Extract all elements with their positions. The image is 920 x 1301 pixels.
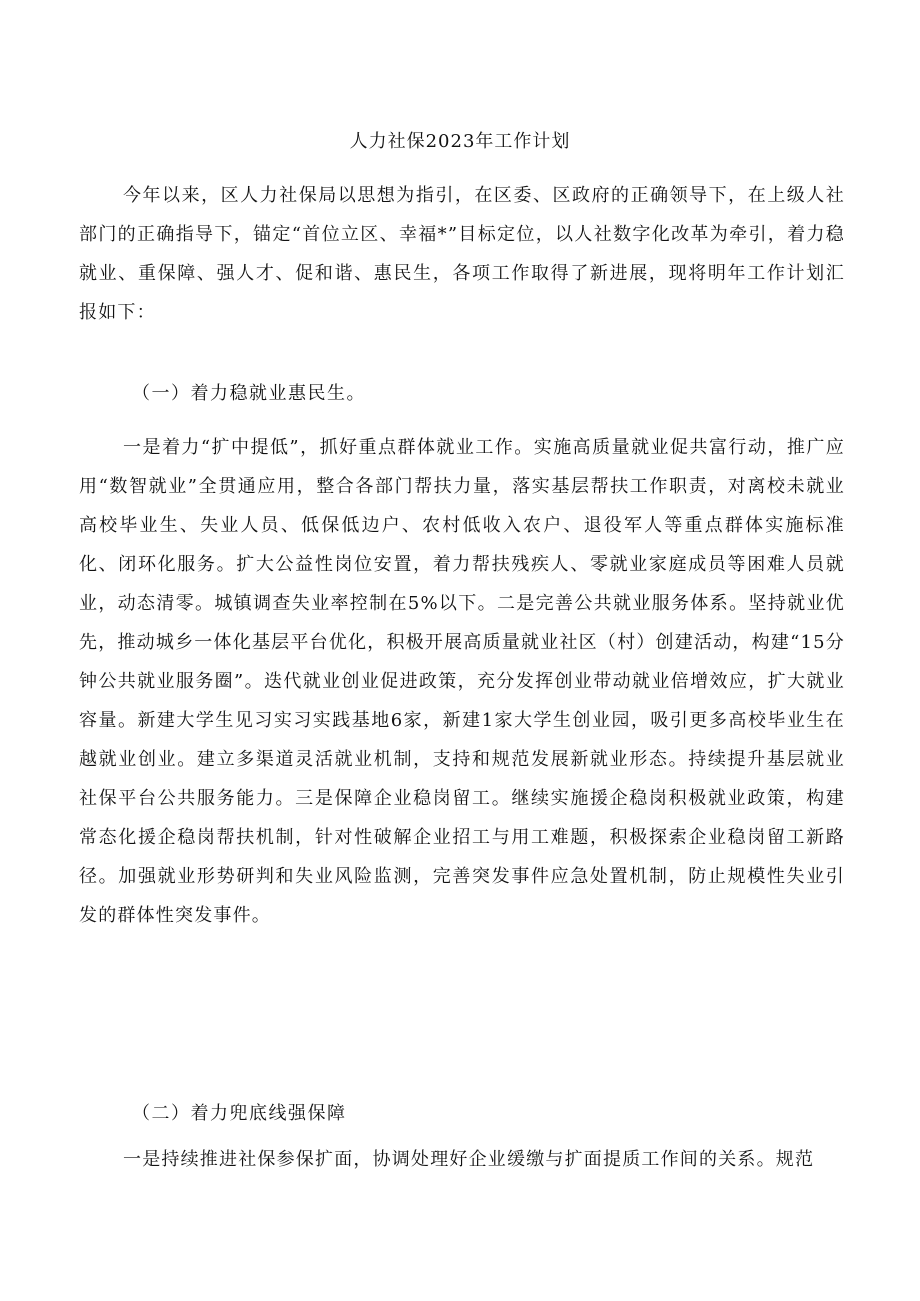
intro-paragraph: 今年以来，区人力社保局以思想为指引，在区委、区政府的正确领导下，在上级人社部门的正确指导下，锚定“首位立区、幸福*”目标定位，以人社数字化改革为牵引，着力稳就业、重保障、强人才、促和谐、惠民生，各项工作取得了新进展，现将明年工作计划汇报如下： xyxy=(79,185,845,323)
section-1-paragraph: 一是着力“扩中提低”，抓好重点群体就业工作。实施高质量就业促共富行动，推广应用“数智就业”全贯通应用，整合各部门帮扶力量，落实基层帮扶工作职责，对离校未就业高校毕业生、失业人员、低保低边户、农村低收入农户、退役军人等重点群体实施标准化、闭环化服务。扩大公益性岗位安置，着力帮扶残疾人、零就业家庭成员等困难人员就业，动态清零。城镇调查失业率控制在5%以下。二是完善公共就业服务体系。坚持就业优先，推动城乡一体化基层平台优化，积极开展高质量就业社区（村）创建活动，构建“15分钟公共就业服务圈”。迭代就业创业促进政策，充分发挥创业带动就业倍增效应，扩大就业容量。新建大学生见习实习实践基地6家，新建1家大学生创业园，吸引更多高校毕业生在越就业创业。建立多渠道灵活就业机制，支持和规范发展新就业形态。持续提升基层就业社保平台公共服务能力。三是保障企业稳岗留工。继续实施援企稳岗积极就业政策，构建常态化援企稳岗帮扶机制，针对性破解企业招工与用工难题，积极探索企业稳岗留工新路径。加强就业形势研判和失业风险监测，完善突发事件应急处置机制，防止规模性失业引发的群体性突发事件。 xyxy=(79,437,845,926)
section-1-heading: （一）着力稳就业惠民生。 xyxy=(132,383,366,404)
section-2-paragraph: 一是持续推进社保参保扩面，协调处理好企业缓缴与扩面提质工作间的关系。规范 xyxy=(123,1149,815,1170)
document-title: 人力社保2023年工作计划 xyxy=(349,131,571,152)
section-2-heading: （二）着力兜底线强保障 xyxy=(132,1103,347,1124)
